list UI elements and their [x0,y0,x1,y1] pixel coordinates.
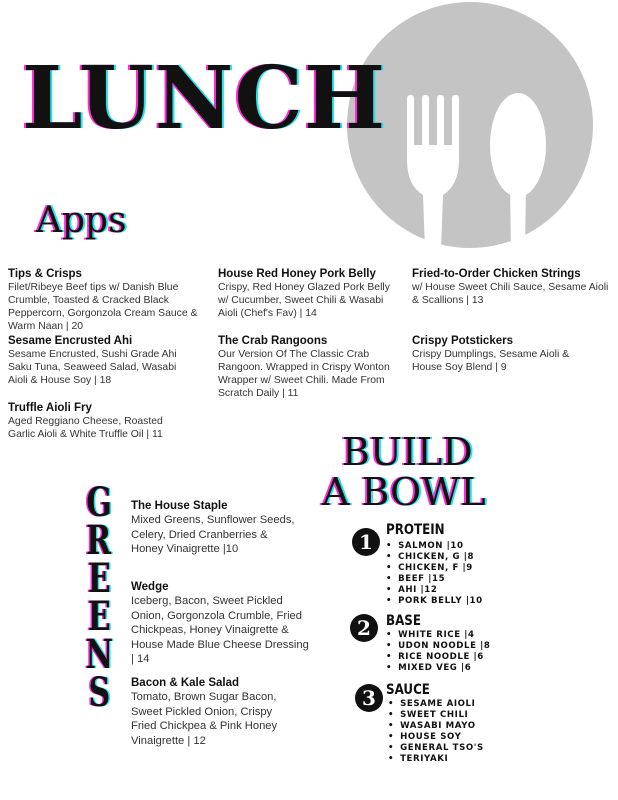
bowl-title-line2: A BOWL [322,470,486,514]
list-item: • WASABI MAYO [388,721,484,732]
app-item [412,267,610,307]
greens-item-desc: Tomato, Brown Sugar Bacon, Sweet Pickled Onion, Crispy Fried Chickpea & Pink Honey Vinaigrette | 12 [131,691,278,747]
list-item: • SALMON |10 [386,541,483,552]
app-item-title: Crispy Potstickers [412,335,513,347]
app-item [412,334,592,374]
greens-heading [78,479,120,716]
app-item-desc: Filet/Ribeye Beef tips w/ Danish Blue Crumble, Toasted & Cracked Black Peppercorn, Gorgonzola Cream Sauce & Warm Naan | 20 [8,282,198,332]
protein-options [386,541,483,607]
greens-item-title: The House Staple [131,500,228,512]
app-item-title: The Crab Rangoons [218,335,328,347]
list-item: • MIXED VEG |6 [386,663,491,674]
greens-item-title: Wedge [131,581,169,593]
greens-item [131,676,281,748]
app-item-desc: Sesame Encrusted, Sushi Grade Ahi Saku Tuna, Seaweed Salad, Wasabi Aioli & House Soy | 18 [8,349,177,386]
app-item-desc: w/ House Sweet Chili Sauce, Sesame Aioli & Scallions | 13 [412,282,609,306]
app-item [8,334,193,387]
greens-item [131,499,301,557]
list-item: • TERIYAKI [388,754,484,765]
step-number-badge: 3 [355,684,383,712]
step-title: SAUCE [386,682,430,698]
app-item-desc: Crispy Dumplings, Sesame Aioli & House Soy Blend | 9 [412,349,570,373]
list-item: • RICE NOODLE |6 [386,652,491,663]
step-title: BASE [386,613,421,629]
app-item-title: Truffle Aioli Fry [8,402,92,414]
step-number-badge: 2 [350,614,378,642]
list-item: • SWEET CHILI [388,710,484,721]
app-item-desc: Aged Reggiano Cheese, Roasted Garlic Aioli & White Truffle Oil | 11 [8,416,163,440]
greens-letter: E [87,555,111,602]
step-title: PROTEIN [386,522,445,538]
list-item: • CHICKEN, G |8 [386,552,483,563]
app-item-title: Sesame Encrusted Ahi [8,335,133,347]
list-item: • UDON NOODLE |8 [386,641,491,652]
apps-heading: Apps [36,200,127,241]
bowl-title-line1: BUILD [342,430,473,474]
list-item: • SESAME AIOLI [388,699,484,710]
app-item [8,401,188,441]
list-item: • HOUSE SOY [388,732,484,743]
greens-letter: R [86,517,112,564]
app-item-desc: Crispy, Red Honey Glazed Pork Belly w/ Cucumber, Sweet Chili & Wasabi Aioli (Chef's Fav) | 14 [218,282,390,319]
list-item: • WHITE RICE |4 [386,630,491,641]
greens-item-desc: Iceberg, Bacon, Sweet Pickled Onion, Gorgonzola Crumble, Fried Chickpeas, Honey Vinaigrette & House Made Blue Cheese Dressing | 14 [131,595,309,665]
app-item [8,267,208,333]
list-item: • GENERAL TSO'S [388,743,484,754]
greens-item-desc: Mixed Greens, Sunflower Seeds, Celery, Dried Cranberries & Honey Vinaigrette |10 [131,514,295,555]
list-item: • AHI |12 [386,585,483,596]
list-item: • PORK BELLY |10 [386,596,483,607]
list-item: • BEEF |15 [386,574,483,585]
menu-title: LUNCH [22,48,387,149]
step-number-badge: 1 [352,528,380,556]
greens-item-title: Bacon & Kale Salad [131,677,240,689]
app-item-desc: Our Version Of The Classic Crab Rangoon. Wrapped in Crispy Wonton Wrapper w/ Sweet Chili. Made From Scratch Daily | 11 [218,349,390,399]
build-a-bowl-heading [322,432,486,512]
base-options [386,630,491,674]
greens-letter: S [88,669,110,716]
app-item-title: House Red Honey Pork Belly [218,268,376,280]
greens-letter: N [85,631,113,678]
greens-item [131,580,309,667]
sauce-options [388,699,484,765]
list-item: • CHICKEN, F |9 [386,563,483,574]
app-item [218,334,403,400]
app-item-title: Fried-to-Order Chicken Strings [412,268,581,280]
app-item [218,267,398,320]
greens-letter: E [87,593,111,640]
app-item-title: Tips & Crisps [8,268,82,280]
greens-letter: G [86,479,112,526]
